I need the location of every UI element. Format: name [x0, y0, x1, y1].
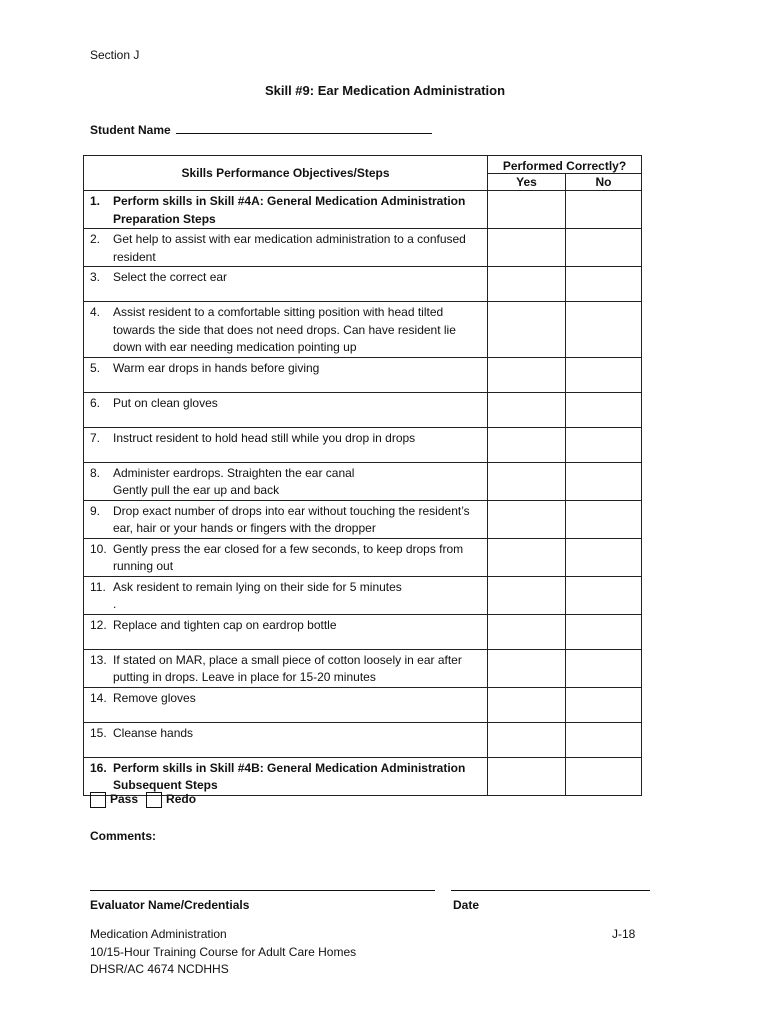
- performed-no-cell[interactable]: [566, 757, 642, 795]
- student-name-field[interactable]: [90, 121, 432, 137]
- table-row: [84, 687, 642, 722]
- table-row: [84, 614, 642, 649]
- performed-yes-cell[interactable]: [488, 722, 566, 757]
- page-number: J-18: [612, 927, 636, 941]
- table-row: [84, 191, 642, 229]
- step-number: 7.: [90, 430, 101, 445]
- step-text: Replace and tighten cap on eardrop bottle: [113, 617, 337, 632]
- step-text: Put on clean gloves: [113, 395, 218, 410]
- step-text: Cleanse hands: [113, 725, 194, 740]
- step-number: 10.: [90, 541, 107, 556]
- step-number: 11.: [90, 579, 106, 594]
- step-number: 12.: [90, 617, 107, 632]
- step-cell: [84, 649, 488, 687]
- step-cell: [84, 392, 488, 427]
- step-text-line2: Gently pull the ear up and back: [113, 483, 280, 497]
- step-text: Assist resident to a comfortable sitting position with head tilted towards the side that does not need drops. Can have resident lie down with ear needing medication pointing up: [113, 305, 456, 354]
- step-text: Warm ear drops in hands before giving: [113, 360, 320, 375]
- column-header-objectives: Skills Performance Objectives/Steps: [84, 156, 488, 191]
- performed-no-cell[interactable]: [566, 649, 642, 687]
- step-text: If stated on MAR, place a small piece of cotton loosely in ear after putting in drops. Leave in place for 15-20 minutes: [113, 652, 462, 684]
- step-cell: [84, 191, 488, 229]
- redo-label: Redo: [166, 792, 197, 807]
- performed-yes-cell[interactable]: [488, 267, 566, 302]
- performed-yes-cell[interactable]: [488, 649, 566, 687]
- column-header-performed: Performed Correctly?: [488, 156, 642, 174]
- step-cell: [84, 722, 488, 757]
- step-text: Perform skills in Skill #4A: General Medication Administration Preparation Steps: [113, 194, 466, 226]
- step-text: Remove gloves: [113, 690, 196, 705]
- performed-no-cell[interactable]: [566, 576, 642, 614]
- evaluator-label: Evaluator Name/Credentials: [90, 898, 250, 912]
- performed-no-cell[interactable]: [566, 427, 642, 462]
- page-title: Skill #9: Ear Medication Administration: [264, 83, 506, 98]
- step-number: 9.: [90, 503, 101, 518]
- performed-no-cell[interactable]: [566, 614, 642, 649]
- performed-yes-cell[interactable]: [488, 427, 566, 462]
- step-number: 4.: [90, 305, 101, 319]
- performed-no-cell[interactable]: [566, 538, 642, 576]
- performed-yes-cell[interactable]: [488, 392, 566, 427]
- step-text: Drop exact number of drops into ear without touching the resident’s ear, hair or your hands or fingers with the dropper: [113, 503, 470, 535]
- step-cell: [84, 500, 488, 538]
- step-number: 15.: [90, 725, 107, 740]
- performed-yes-cell[interactable]: [488, 500, 566, 538]
- performed-no-cell[interactable]: [566, 462, 642, 500]
- comments-label: Comments:: [90, 829, 157, 843]
- table-row: [84, 267, 642, 302]
- step-text: Gently press the ear closed for a few seconds, to keep drops from running out: [113, 541, 464, 573]
- column-header-no: No: [566, 174, 642, 191]
- step-number: 16.: [90, 760, 107, 775]
- table-row: [84, 392, 642, 427]
- step-number: 8.: [90, 465, 101, 480]
- performed-no-cell[interactable]: [566, 687, 642, 722]
- performed-yes-cell[interactable]: [488, 229, 566, 267]
- performed-no-cell[interactable]: [566, 229, 642, 267]
- step-number: 6.: [90, 395, 101, 410]
- performed-yes-cell[interactable]: [488, 462, 566, 500]
- performed-yes-cell[interactable]: [488, 614, 566, 649]
- table-row: [84, 500, 642, 538]
- step-text: Ask resident to remain lying on their side for 5 minutes: [113, 579, 402, 594]
- performed-yes-cell[interactable]: [488, 302, 566, 358]
- table-row: [84, 538, 642, 576]
- performed-no-cell[interactable]: [566, 191, 642, 229]
- step-number: 1.: [90, 194, 101, 208]
- step-text-line2: .: [113, 597, 117, 611]
- table-row: [84, 302, 642, 358]
- step-text: Administer eardrops. Straighten the ear canal: [113, 465, 355, 480]
- performed-yes-cell[interactable]: [488, 757, 566, 795]
- performed-yes-cell[interactable]: [488, 191, 566, 229]
- step-text: Get help to assist with ear medication administration to a confused resident: [113, 232, 466, 264]
- footer-course-title: Medication Administration: [90, 927, 227, 941]
- footer-course-subtitle: 10/15-Hour Training Course for Adult Care Homes: [90, 945, 357, 959]
- date-label: Date: [453, 898, 480, 912]
- table-row: [84, 229, 642, 267]
- step-cell: [84, 427, 488, 462]
- step-number: 14.: [90, 690, 107, 705]
- step-cell: [84, 687, 488, 722]
- column-header-yes: Yes: [488, 174, 566, 191]
- step-cell: [84, 267, 488, 302]
- student-name-line[interactable]: [176, 121, 432, 134]
- step-text: Instruct resident to hold head still while you drop in drops: [113, 430, 416, 445]
- pass-label: Pass: [110, 792, 139, 807]
- table-row: [84, 357, 642, 392]
- step-cell: [84, 538, 488, 576]
- redo-checkbox[interactable]: [146, 792, 162, 808]
- performed-yes-cell[interactable]: [488, 357, 566, 392]
- step-cell: [84, 357, 488, 392]
- step-number: 5.: [90, 360, 101, 375]
- table-row: [84, 757, 642, 795]
- performed-yes-cell[interactable]: [488, 687, 566, 722]
- step-cell: [84, 614, 488, 649]
- evaluator-signature-line[interactable]: [90, 877, 435, 891]
- performed-no-cell[interactable]: [566, 357, 642, 392]
- table-row: [84, 427, 642, 462]
- performed-yes-cell[interactable]: [488, 538, 566, 576]
- step-number: 13.: [90, 652, 107, 667]
- footer-agency: DHSR/AC 4674 NCDHHS: [90, 962, 229, 976]
- performed-no-cell[interactable]: [566, 392, 642, 427]
- result-options: [90, 792, 196, 808]
- performed-no-cell[interactable]: [566, 722, 642, 757]
- table-row: [84, 576, 642, 614]
- table-row: [84, 649, 642, 687]
- step-cell: [84, 302, 488, 358]
- step-text: Perform skills in Skill #4B: General Medication Administration Subsequent Steps: [113, 760, 466, 792]
- performed-no-cell[interactable]: [566, 267, 642, 302]
- pass-checkbox[interactable]: [90, 792, 106, 808]
- step-number: 3.: [90, 270, 101, 284]
- step-text: Select the correct ear: [113, 270, 228, 284]
- step-cell: [84, 576, 488, 614]
- performed-no-cell[interactable]: [566, 500, 642, 538]
- table-row: [84, 462, 642, 500]
- step-number: 2.: [90, 232, 101, 246]
- step-cell: [84, 757, 488, 795]
- step-cell: [84, 229, 488, 267]
- table-row: [84, 722, 642, 757]
- section-label: Section J: [90, 48, 140, 62]
- step-cell: [84, 462, 488, 500]
- skills-table: [83, 155, 642, 796]
- performed-no-cell[interactable]: [566, 302, 642, 358]
- student-name-label: Student Name: [90, 123, 171, 137]
- date-signature-line[interactable]: [451, 877, 650, 891]
- performed-yes-cell[interactable]: [488, 576, 566, 614]
